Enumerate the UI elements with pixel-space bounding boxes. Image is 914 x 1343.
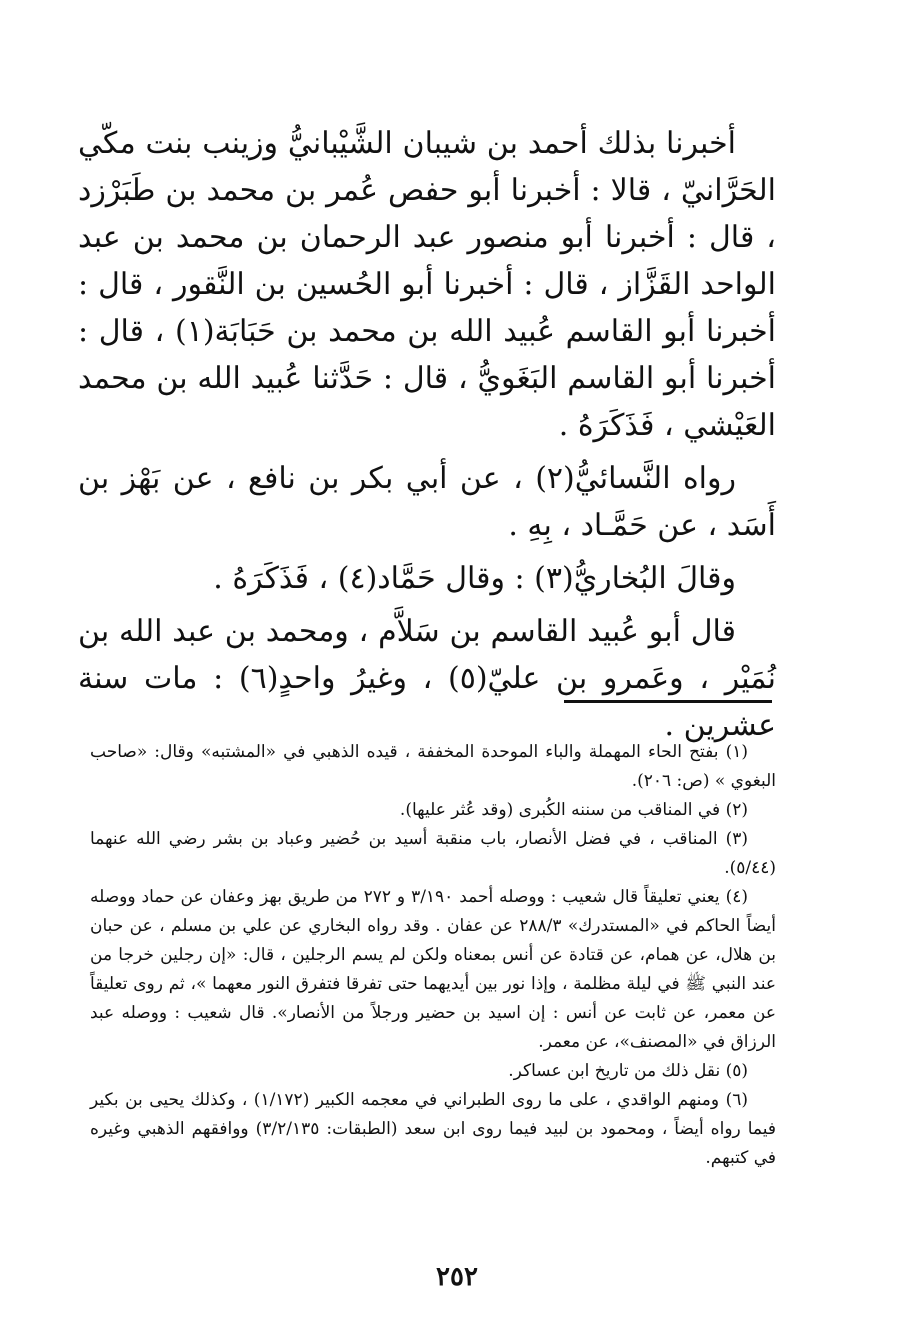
footnote-separator [564, 700, 772, 703]
footnote-2: (٢) في المناقب من سننه الكُبرى (وقد عُثر عليها). [399, 800, 748, 820]
footnotes [90, 738, 776, 1173]
main-body [78, 120, 776, 755]
paragraph-isnad: أخبرنا بذلك أحمد بن شيبان الشَّيْبانيُّ وزينب بنت مكّي الحَرَّانيّ ، قالا : أخبرنا أبو حفص عُمر بن محمد بن طَبَرْزد ، قال : أخبرنا أبو منصور عبد الرحمان بن محمد بن عبد الواحد القَزَّاز ، قال : أخبرنا أبو الحُسين بن النَّقور ، قال : أخبرنا أبو القاسم عُبيد الله بن محمد بن حَبَابَة(١) ، قال : أخبرنا أبو القاسم البَغَويُّ ، قال : حَدَّثنا عُبيد الله بن محمد العَيْشي ، فَذَكَرَهُ . [78, 126, 776, 443]
footnote-3: (٣) المناقب ، في فضل الأنصار، باب منقبة أسيد بن حُضير وعباد بن بشر رضي الله عنهما (٥/٤٤). [90, 829, 776, 878]
paragraph-bukhari: وقالَ البُخاريُّ(٣) : وقال حَمَّاد(٤) ، فَذَكَرَهُ . [213, 561, 736, 596]
paragraph-nasai: رواه النَّسائيُّ(٢) ، عن أبي بكر بن نافع ، عن بَهْز بن أَسَد ، عن حَمَّـاد ، بِهِ . [78, 461, 776, 543]
paragraph-death-date: قال أبو عُبيد القاسم بن سَلاَّم ، ومحمد بن عبد الله بن نُمَيْر ، وعَمرو بن عليّ(٥) ، وغيرُ واحدٍ(٦) : مات سنة عشرين . [78, 614, 776, 743]
footnote-1: (١) بفتح الحاء المهملة والباء الموحدة المخففة ، قيده الذهبي في «المشتبه» وقال: «صاحب البغوي » (ص: ٢٠٦). [90, 742, 776, 791]
footnote-4: (٤) يعني تعليقاً قال شعيب : ووصله أحمد ٣/١٩٠ و ٢٧٢ من طريق بهز وعفان عن حماد ووصله أيضاً الحاكم في «المستدرك» ٢٨٨/٣ عن عفان . وقد رواه البخاري عن علي بن مسلم ، عن حبان بن هلال، عن همام، عن قتادة عن أنس بمعناه ولكن لم يسم الرجلين ، قال: «إن رجلين خرجا من عند النبي ﷺ في ليلة مظلمة ، وإذا نور بين أيديهما حتى تفرقا فتفرق النور معهما »، ثم روى تعليقاً عن معمر، عن ثابت عن أنس : إن اسيد بن حضير ورجلاً من الأنصار». قال شعيب : ووصله عبد الرزاق في «المصنف»، عن معمر. [90, 887, 776, 1052]
separator-line [564, 700, 772, 703]
footnote-5: (٥) نقل ذلك من تاريخ ابن عساكر. [508, 1061, 748, 1081]
page-number: ٢٥٢ [436, 1262, 478, 1292]
main-text [78, 120, 776, 749]
footnote-6: (٦) ومنهم الواقدي ، على ما روى الطبراني في معجمه الكبير (١/١٧٢) ، وكذلك يحيى بن بكير فيما رواه أيضاً ، ومحمود بن لبيد فيما روى ابن سعد (الطبقات: ٣/٢/١٣٥) ووافقهم الذهبي وغيره في كتبهم. [90, 1090, 777, 1168]
